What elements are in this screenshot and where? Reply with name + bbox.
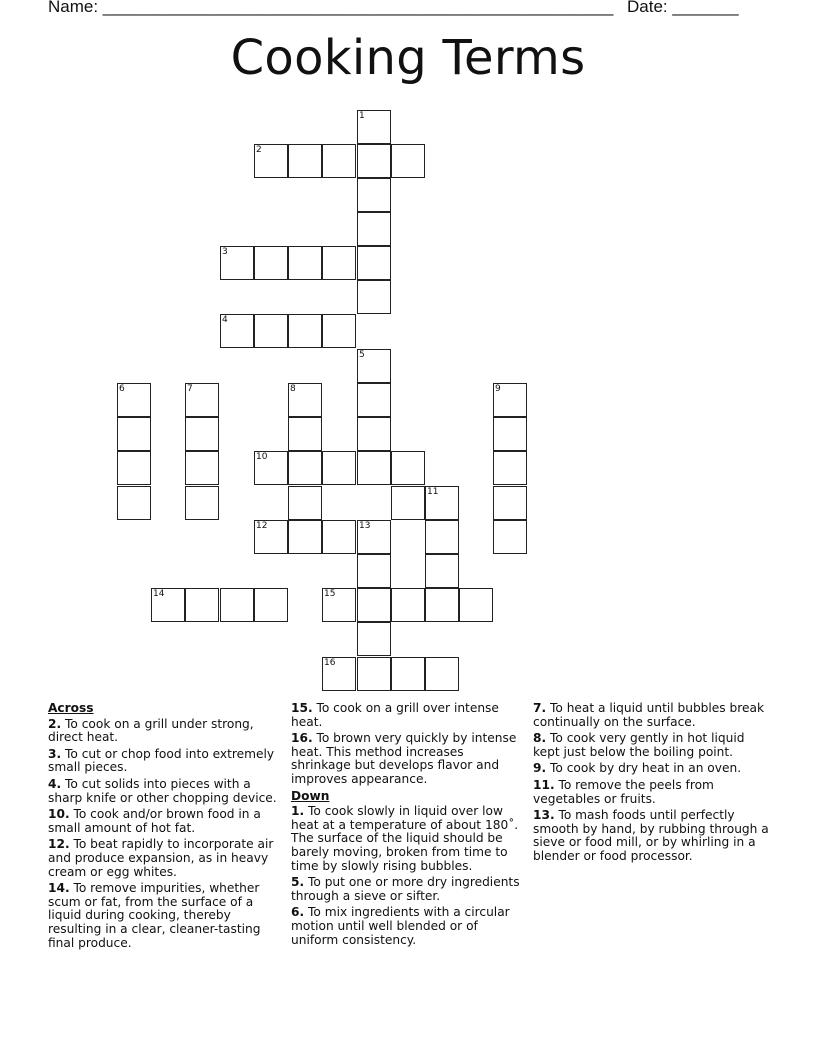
clue-text: To cut solids into pieces with a sharp knife or other chopping device. [48, 776, 277, 805]
clue-number: 11. [533, 777, 555, 792]
crossword-cell[interactable] [322, 314, 356, 348]
crossword-cell[interactable] [117, 451, 151, 485]
clue-number: 16 [324, 658, 336, 668]
crossword-cell[interactable] [493, 486, 527, 520]
down-clue [291, 876, 527, 903]
crossword-cell[interactable] [288, 486, 322, 520]
clue-number: 7 [187, 384, 193, 394]
across-clue [48, 838, 284, 879]
crossword-cell[interactable] [220, 246, 254, 280]
clue-text: To remove the peels from vegetables or fruits. [533, 777, 714, 806]
across-heading: Across [48, 701, 94, 715]
crossword-cell[interactable] [357, 383, 391, 417]
crossword-cell[interactable] [357, 246, 391, 280]
crossword-cell[interactable] [425, 588, 459, 622]
crossword-cell[interactable] [322, 657, 356, 691]
clue-number: 4. [48, 776, 62, 791]
clue-number: 8. [533, 731, 547, 746]
crossword-cell[interactable] [357, 349, 391, 383]
crossword-cell[interactable] [425, 486, 459, 520]
down-heading: Down [291, 788, 330, 803]
clue-number: 2 [256, 145, 262, 155]
clue-number: 8 [290, 384, 296, 394]
across-clue [48, 808, 284, 835]
crossword-cell[interactable] [425, 520, 459, 554]
across-clue [291, 732, 527, 786]
crossword-cell[interactable] [493, 451, 527, 485]
clue-number: 9. [533, 761, 547, 776]
crossword-cell[interactable] [391, 144, 425, 178]
clue-number: 7. [533, 701, 547, 715]
down-clue-list-continued [533, 702, 769, 864]
crossword-cell[interactable] [357, 622, 391, 656]
crossword-cell[interactable] [117, 486, 151, 520]
crossword-cell[interactable] [288, 520, 322, 554]
down-clue [291, 805, 527, 873]
crossword-cell[interactable] [254, 520, 288, 554]
crossword-cell[interactable] [288, 246, 322, 280]
clue-text: To heat a liquid until bubbles break continually on the surface. [533, 701, 765, 729]
clue-number: 4 [222, 315, 228, 325]
crossword-cell[interactable] [288, 314, 322, 348]
clue-number: 1 [359, 111, 365, 121]
crossword-cell[interactable] [425, 554, 459, 588]
clue-number: 6 [119, 384, 125, 394]
crossword-cell[interactable] [220, 314, 254, 348]
clues-column-3 [533, 702, 769, 867]
clue-text: To cook by dry heat in an oven. [546, 761, 742, 776]
across-clue [48, 778, 284, 805]
crossword-cell[interactable] [357, 657, 391, 691]
clue-text: To mix ingredients with a circular motion until well blended or of uniform consistency. [291, 905, 510, 947]
crossword-cell[interactable] [117, 417, 151, 451]
clue-number: 6. [291, 905, 305, 920]
across-clue [48, 718, 284, 745]
crossword-cell[interactable] [357, 520, 391, 554]
clue-text: To remove impurities, whether scum or fat, from the surface of a liquid during cooking, thereby resulting in a clear, cleaner-tasting final produce. [48, 881, 261, 950]
across-clue [48, 882, 284, 950]
crossword-cell[interactable] [391, 657, 425, 691]
clue-text: To cut or chop food into extremely small pieces. [48, 746, 275, 775]
crossword-cell[interactable] [357, 588, 391, 622]
crossword-cell[interactable] [288, 417, 322, 451]
crossword-cell[interactable] [185, 451, 219, 485]
clue-text: To cook on a grill over intense heat. [291, 701, 499, 729]
crossword-cell[interactable] [185, 588, 219, 622]
crossword-cell[interactable] [288, 144, 322, 178]
clue-number: 15. [291, 701, 313, 715]
crossword-cell[interactable] [357, 280, 391, 314]
down-clue [533, 779, 769, 806]
crossword-cell[interactable] [322, 588, 356, 622]
crossword-cell[interactable] [322, 246, 356, 280]
clue-number: 5 [359, 350, 365, 360]
clue-number: 14. [48, 881, 70, 896]
down-clue-list [291, 805, 527, 947]
clue-text: To brown very quickly by intense heat. This method increases shrinkage but develops flavor and improves appearance. [291, 731, 517, 786]
crossword-cell[interactable] [357, 212, 391, 246]
crossword-cell[interactable] [254, 144, 288, 178]
clue-number: 5. [291, 875, 305, 890]
clue-number: 15 [324, 589, 336, 599]
clue-text: To cook and/or brown food in a small amount of hot fat. [48, 807, 261, 835]
clue-text: To beat rapidly to incorporate air and produce expansion, as in heavy cream or egg whites. [48, 837, 274, 879]
clue-number: 13. [533, 808, 555, 823]
crossword-cell[interactable] [357, 110, 391, 144]
crossword-cell[interactable] [254, 588, 288, 622]
across-clue [48, 748, 284, 775]
clue-number: 12. [48, 837, 70, 852]
crossword-cell[interactable] [322, 451, 356, 485]
clues-column-2 [291, 702, 527, 950]
crossword-cell[interactable] [357, 144, 391, 178]
clue-text: To cook slowly in liquid over low heat at a temperature of about 180˚. The surface of the liquid should be barely moving, broken from time to time by slowly rising bubbles. [291, 804, 519, 873]
crossword-cell[interactable] [391, 588, 425, 622]
clue-number: 16. [291, 731, 313, 746]
clue-number: 3. [48, 746, 62, 761]
across-clue-list [48, 718, 284, 951]
clue-number: 14 [153, 589, 165, 599]
clue-text: To cook very gently in hot liquid kept just below the boiling point. [533, 731, 745, 759]
crossword-cell[interactable] [391, 486, 425, 520]
crossword-cell[interactable] [493, 520, 527, 554]
clue-number: 13 [359, 521, 371, 531]
clue-number: 9 [495, 384, 501, 394]
crossword-cell[interactable] [288, 451, 322, 485]
crossword-cell[interactable] [322, 520, 356, 554]
clue-text: To cook on a grill under strong, direct heat. [48, 716, 254, 745]
name-field-label[interactable]: Name: ______________________________________________________ [48, 0, 614, 16]
crossword-cell[interactable] [254, 451, 288, 485]
crossword-cell[interactable] [254, 246, 288, 280]
crossword-cell[interactable] [357, 417, 391, 451]
clue-number: 1. [291, 804, 305, 819]
crossword-cell[interactable] [254, 314, 288, 348]
crossword-cell[interactable] [391, 451, 425, 485]
clues-column-1 [48, 702, 284, 953]
crossword-cell[interactable] [151, 588, 185, 622]
clue-number: 3 [222, 247, 228, 257]
down-clue [291, 906, 527, 947]
crossword-cell[interactable] [185, 383, 219, 417]
crossword-cell[interactable] [493, 383, 527, 417]
crossword-cell[interactable] [220, 588, 254, 622]
crossword-cell[interactable] [425, 657, 459, 691]
clue-number: 10. [48, 807, 70, 822]
crossword-cell[interactable] [185, 486, 219, 520]
across-clue [291, 702, 527, 729]
clue-number: 11 [427, 487, 439, 497]
date-field-label[interactable]: Date: _______ [627, 0, 739, 16]
crossword-cell[interactable] [357, 178, 391, 212]
crossword-cell[interactable] [357, 451, 391, 485]
crossword-cell[interactable] [459, 588, 493, 622]
clue-number: 10 [256, 452, 268, 462]
crossword-cell[interactable] [322, 144, 356, 178]
crossword-cell[interactable] [288, 383, 322, 417]
across-clue-list-continued [291, 702, 527, 787]
page-title: Cooking Terms [230, 30, 586, 86]
clue-text: To mash foods until perfectly smooth by hand, by rubbing through a sieve or food mill, or by whirling in a blender or food processor. [533, 808, 769, 863]
down-clue [533, 809, 769, 863]
crossword-cell[interactable] [185, 417, 219, 451]
down-clue [533, 732, 769, 759]
crossword-cell[interactable] [493, 417, 527, 451]
crossword-cell[interactable] [357, 554, 391, 588]
clue-number: 12 [256, 521, 268, 531]
down-clue [533, 702, 769, 729]
clue-number: 2. [48, 716, 62, 731]
down-clue [533, 762, 769, 776]
clue-text: To put one or more dry ingredients through a sieve or sifter. [291, 875, 520, 903]
crossword-cell[interactable] [117, 383, 151, 417]
